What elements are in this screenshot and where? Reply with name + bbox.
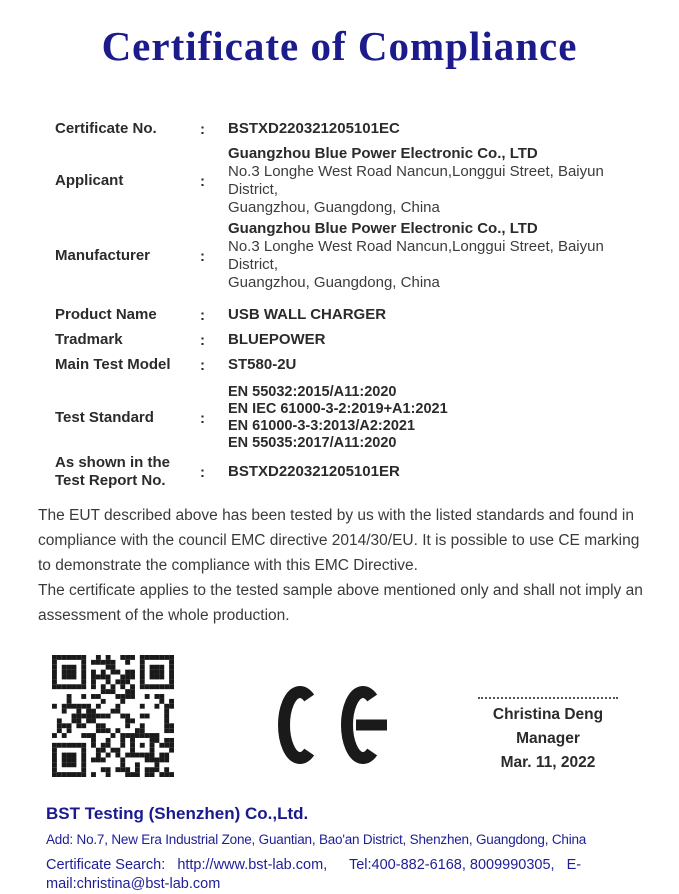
colon-separator: :: [200, 306, 205, 324]
manufacturer-label: Manufacturer: [55, 247, 151, 264]
test-standard-item: EN 55035:2017/A11:2020: [228, 435, 397, 451]
test-report-value: BSTXD220321205101ER: [228, 463, 400, 480]
lab-website-url: http://www.bst-lab.com,: [177, 857, 328, 873]
field-row-manufacturer: [55, 220, 643, 292]
main-test-model-value: ST580-2U: [228, 356, 297, 373]
statement-paragraph-1: The EUT described above has been tested by us with the listed standards and found in compliance with the council EMC directive 2014/30/EU. It is possible to use CE marking to demonstrate the compliance with this EMC Directive.: [38, 507, 640, 574]
signature-line: [478, 697, 618, 699]
qr-code-icon: [52, 655, 174, 782]
lab-telephone: Tel:400-882-6168, 8009990305,: [348, 857, 555, 873]
lab-company-name: BST Testing (Shenzhen) Co.,Ltd.: [46, 804, 309, 823]
manufacturer-address-line2: Guangzhou, Guangdong, China: [228, 274, 440, 291]
field-row-product-name: [55, 306, 643, 324]
applicant-address-line2: Guangzhou, Guangdong, China: [228, 199, 440, 216]
test-report-label: [55, 454, 200, 490]
compliance-statement: [38, 503, 649, 628]
certificate-no-label: Certificate No.: [55, 120, 157, 137]
signature-date: Mar. 11, 2022: [500, 754, 596, 771]
product-name-value: USB WALL CHARGER: [228, 306, 387, 323]
applicant-address-line1: No.3 Longhe West Road Nancun,Longgui Street, Baiyun District,: [228, 163, 604, 198]
signatory-name: Christina Deng: [492, 706, 604, 723]
manufacturer-company: Guangzhou Blue Power Electronic Co., LTD: [228, 220, 538, 237]
field-row-main-test-model: [55, 356, 643, 374]
colon-separator: :: [200, 409, 205, 427]
field-row-test-standard: [55, 384, 643, 452]
marks-and-signature: [0, 641, 679, 803]
signatory-role: Manager: [516, 730, 580, 747]
applicant-label: Applicant: [55, 172, 124, 189]
colon-separator: :: [200, 463, 205, 481]
test-standard-item: EN 61000-3-3:2013/A2:2021: [228, 418, 416, 434]
certificate-page: [0, 22, 679, 892]
field-row-certificate-no: [55, 120, 643, 138]
lab-email: E-mail:christina@bst-lab.com: [46, 857, 582, 892]
applicant-company: Guangzhou Blue Power Electronic Co., LTD: [228, 145, 538, 162]
colon-separator: :: [200, 120, 205, 138]
test-report-label-line1: As shown in the: [55, 454, 171, 471]
test-standard-label: Test Standard: [55, 409, 154, 426]
product-name-label: Product Name: [55, 306, 157, 323]
certificate-fields: [0, 120, 679, 490]
colon-separator: :: [200, 356, 205, 374]
field-row-applicant: [55, 145, 643, 217]
statement-paragraph-2: The certificate applies to the tested sample above mentioned only and shall not imply an assessment of the whole production.: [38, 582, 643, 624]
test-standard-item: EN 55032:2015/A11:2020: [228, 384, 397, 400]
field-row-test-report: [55, 454, 643, 490]
certificate-no-value: BSTXD220321205101EC: [228, 120, 400, 137]
manufacturer-address-line1: No.3 Longhe West Road Nancun,Longgui Street, Baiyun District,: [228, 238, 604, 273]
colon-separator: :: [200, 247, 205, 265]
trademark-value: BLUEPOWER: [228, 331, 326, 348]
test-standard-item: EN IEC 61000-3-2:2019+A1:2021: [228, 401, 448, 417]
colon-separator: :: [200, 172, 205, 190]
field-row-trademark: [55, 331, 643, 349]
signature-block: [468, 687, 628, 775]
footer-contact-line: [46, 856, 679, 894]
footer: [0, 803, 679, 894]
page-title: Certificate of Compliance: [101, 23, 578, 69]
test-report-label-line2: Test Report No.: [55, 472, 166, 489]
trademark-label: Tradmark: [55, 331, 123, 348]
main-test-model-label: Main Test Model: [55, 356, 171, 373]
certificate-search-label: Certificate Search:: [46, 857, 166, 873]
ce-marking-icon: [278, 683, 390, 772]
colon-separator: :: [200, 331, 205, 349]
lab-address: Add: No.7, New Era Industrial Zone, Guantian, Bao'an District, Shenzhen, Guangdong, China: [46, 832, 587, 847]
